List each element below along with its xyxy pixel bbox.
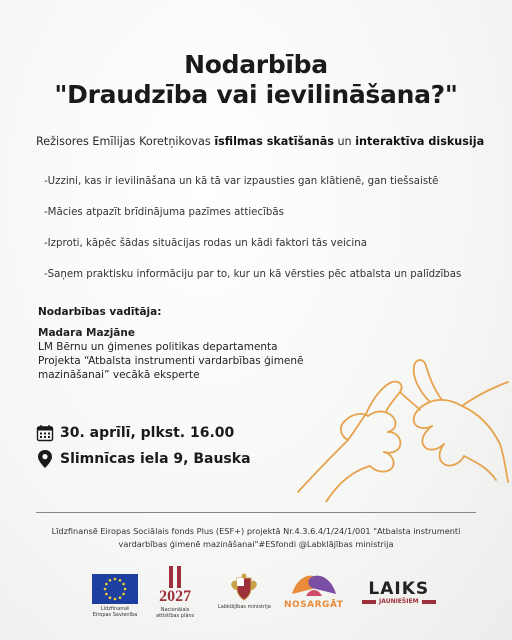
eu-caption (93, 606, 137, 618)
nap-caption-line: Nacionālais (160, 607, 190, 613)
laiks-text: LAIKS (368, 579, 430, 599)
nap-year: 2027 (159, 588, 192, 605)
eu-caption-line: Eiropas Savienība (92, 612, 138, 618)
title-line-2: "Draudzība vai ievilināšana?" (54, 80, 458, 109)
bullet-item: -Uzzini, kas ir ievilināšana un kā tā var izpausties gan klātienē, gan tiešsaistē (44, 176, 439, 187)
leader-heading: Nodarbības vadītāja: (38, 306, 162, 318)
coat-of-arms-icon (229, 572, 259, 602)
nap-2027-logo (156, 566, 194, 619)
nap-caption-line: attīstības plāns (156, 613, 195, 619)
leader-line: LM Bērnu un ģimenes politikas departamenta (38, 341, 278, 353)
bullet-list (44, 176, 484, 300)
leader-name: Madara Mazjāne (38, 327, 135, 339)
partner-logos (0, 566, 512, 628)
page-title (0, 50, 512, 110)
nap-bars-icon (165, 566, 185, 588)
subtitle-bold-film: īsfilmas skatīšanās (214, 135, 334, 148)
leader-line: Projekta “Atbalsta instrumenti vardarbības ģimenē (38, 355, 304, 367)
nap-caption (156, 607, 194, 619)
nosargat-text: NOSARGĀT (284, 600, 344, 610)
funding-note-line: vardarbības ģimenē mazināšanai"#ESfondi @Labklājības ministrija (118, 539, 394, 549)
red-bar (362, 600, 376, 604)
location-pin-icon (36, 449, 54, 469)
leader-info (38, 326, 338, 382)
calendar-icon (36, 424, 54, 442)
pinky-promise-hands-illustration (296, 352, 510, 502)
jauniesiem-row (362, 598, 436, 605)
welfare-ministry-logo (218, 572, 271, 610)
nosargat-hands-icon (286, 570, 342, 600)
footer-divider (36, 512, 476, 513)
funding-note-line: Līdzfinansē Eiropas Sociālais fonds Plus (ESF+) projektā Nr.4.3.6.4/1/24/1/001 "Atbalsta instrumenti (51, 526, 461, 536)
eu-flag-icon (92, 574, 138, 604)
laiks-jauniesiem-logo (362, 580, 436, 605)
bullet-item: -Mācies atpazīt brīdinājuma pazīmes attiecībās (44, 207, 284, 218)
title-line-1: Nodarbība (184, 50, 328, 79)
nosargat-logo (284, 570, 343, 610)
event-location-row (36, 449, 251, 469)
leader-line: mazināšanai” vecākā eksperte (38, 369, 200, 381)
subtitle-bold-discussion: interaktīva diskusija (355, 135, 485, 148)
subtitle (36, 135, 496, 148)
jauniesiem-text: JAUNIEŠIEM (379, 598, 419, 605)
funding-note (0, 525, 512, 551)
bullet-item: -Saņem praktisku informāciju par to, kur un kā vērsties pēc atbalsta un palīdzības (44, 269, 462, 280)
subtitle-connector: un (333, 135, 356, 148)
bullet-item: -Izproti, kāpēc šādas situācijas rodas un kādi faktori tās veicina (44, 238, 367, 249)
eu-logo (92, 574, 138, 618)
eu-caption-line: Līdzfinansē (100, 606, 130, 612)
event-date: 30. aprīlī, plkst. 16.00 (60, 425, 235, 441)
red-bar (422, 600, 436, 604)
welfare-ministry-caption: Labklājības ministrija (218, 604, 271, 610)
event-date-row (36, 424, 234, 442)
event-location: Slimnīcas iela 9, Bauska (60, 451, 251, 467)
subtitle-prefix: Režisores Emīlijas Koretņikovas (36, 135, 215, 148)
